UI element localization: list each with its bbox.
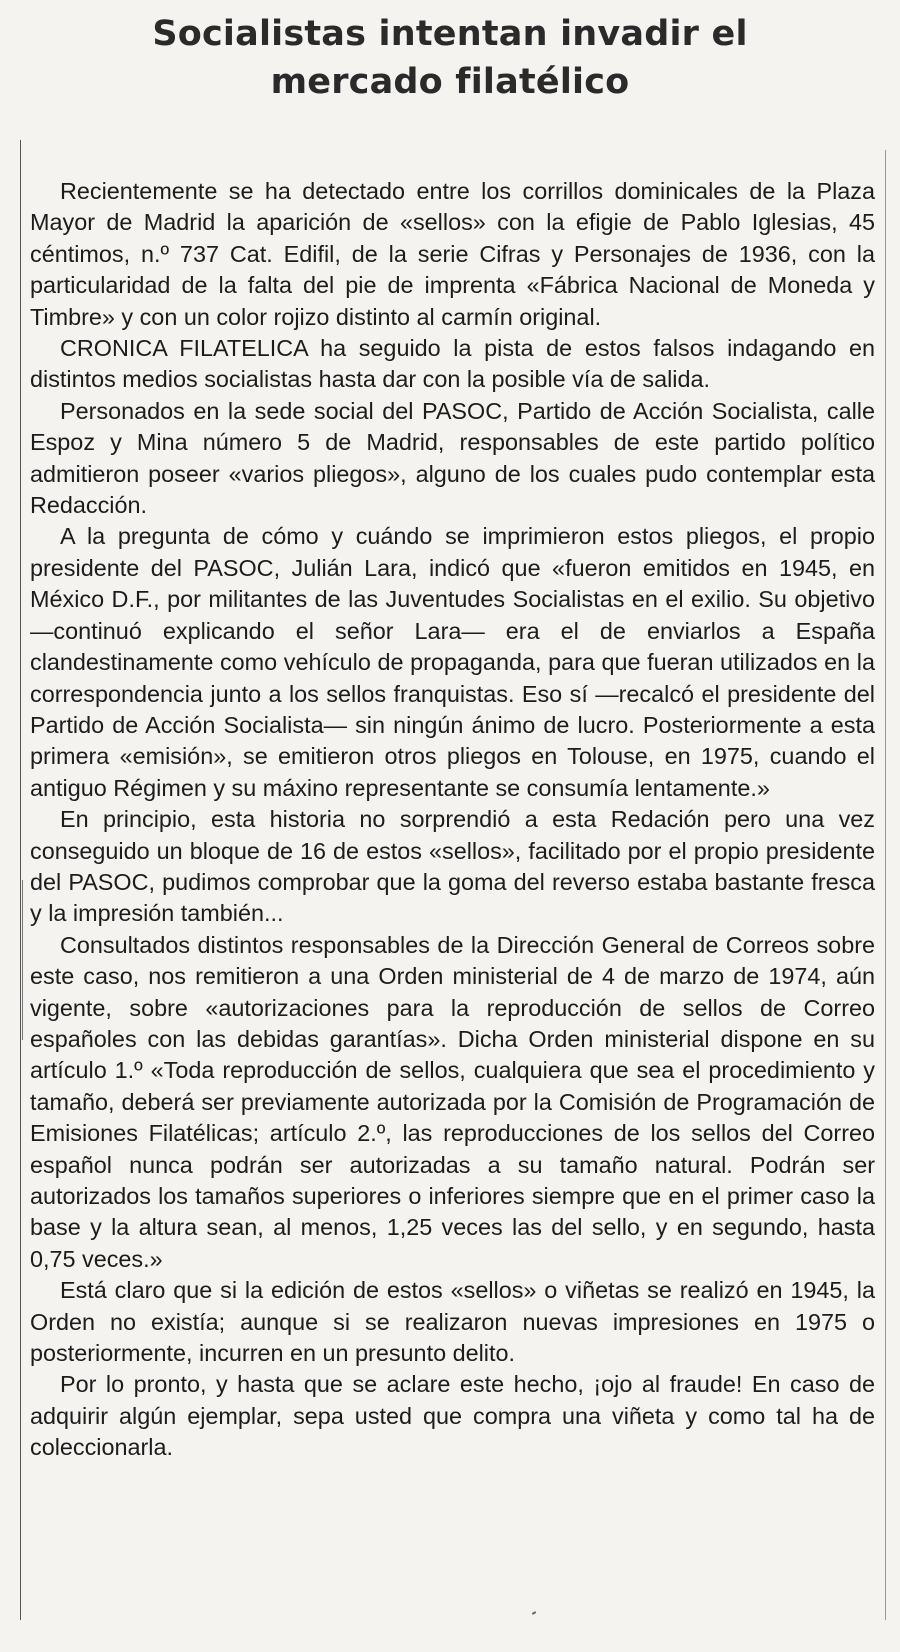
paragraph-8: Por lo pronto, y hasta que se aclare este hecho, ¡ojo al fraude! En caso de adquirir algún ejemplar, sepa usted que compra una viñeta y como tal ha de coleccionarla.: [30, 1371, 875, 1461]
paragraph-3: Personados en la sede social del PASOC, Partido de Acción Socialista, calle Espoz y Mina número 5 de Madrid, responsables de este partido político admitieron poseer «varios pliegos», alguno de los cuales pudo contemplar esta Redacción.: [30, 397, 875, 519]
column-rule-right: [885, 150, 886, 1620]
headline-line-1: Socialistas intentan invadir el: [152, 14, 748, 54]
paragraph-5: En principio, esta historia no sorprendió a esta Redación pero una vez conseguido un bloque de 16 de estos «sellos», facilitado por el propio presidente del PASOC, pudimos comprobar que la goma del reverso estaba bastante fresca y la impresión también...: [30, 806, 875, 927]
article-body: [30, 176, 875, 1464]
paragraph-2: CRONICA FILATELICA ha seguido la pista de estos falsos indagando en distintos medios socialistas hasta dar con la posible vía de salida.: [30, 335, 875, 393]
paragraph-1: Recientemente se ha detectado entre los corrillos dominicales de la Plaza Mayor de Madrid la aparición de «sellos» con la efigie de Pablo Iglesias, 45 céntimos, n.º 737 Cat. Edifil, de la serie Cifras y Personajes de 1936, con la particularidad de la falta del pie de imprenta «Fábrica Nacional de Moneda y Timbre» y con un color rojizo distinto al carmín original.: [30, 178, 875, 330]
ink-mark: [532, 1611, 536, 1615]
paragraph-6: Consultados distintos responsables de la Dirección General de Correos sobre este caso, nos remitieron a una Orden ministerial de 4 de marzo de 1974, aún vigente, sobre «autorizaciones para la reproducción de sellos de Correo españoles con las debidas garantías». Dicha Orden ministerial dispone en su artículo 1.º «Toda reproducción de sellos, cualquiera que sea el procedimiento y tamaño, deberá ser previamente autorizada por la Comisión de Programación de Emisiones Filatélicas; artículo 2.º, las reproducciones de los sellos del Correo español nunca podrán ser autorizadas a su tamaño natural. Podrán ser autorizados los tamaños superiores o inferiores siempre que en el primer caso la base y la altura sean, al menos, 1,25 veces las del sello, y en segundo, hasta 0,75 veces.»: [30, 931, 875, 1272]
paragraph-4: A la pregunta de cómo y cuándo se imprimieron estos pliegos, el propio presidente del PASOC, Julián Lara, indicó que «fueron emitidos en 1945, en México D.F., por militantes de las Juventudes Socialistas en el exilio. Su objetivo —continuó explicando el señor Lara— era el de enviarlos a España clandestinamente como vehículo de propaganda, para que fueran utilizados en la correspondencia junto a los sellos franquistas. Eso sí —recalcó el presidente del Partido de Acción Socialista— sin ningún ánimo de lucro. Posteriormente a esta primera «emisión», se emitieron otros pliegos en Tolouse, en 1975, cuando el antiguo Régimen y su máxino representante se consumía lentamente.»: [30, 523, 875, 801]
column-rule-left-inner: [22, 880, 23, 1040]
column-rule-left: [20, 140, 21, 1620]
headline-line-2: mercado filatélico: [270, 62, 630, 102]
paragraph-7: Está claro que si la edición de estos «sellos» o viñetas se realizó en 1945, la Orden no existía; aunque si se realizaron nuevas impresiones en 1975 o posteriormente, incurren en un presunto delito.: [30, 1277, 875, 1367]
headline: [60, 10, 840, 106]
